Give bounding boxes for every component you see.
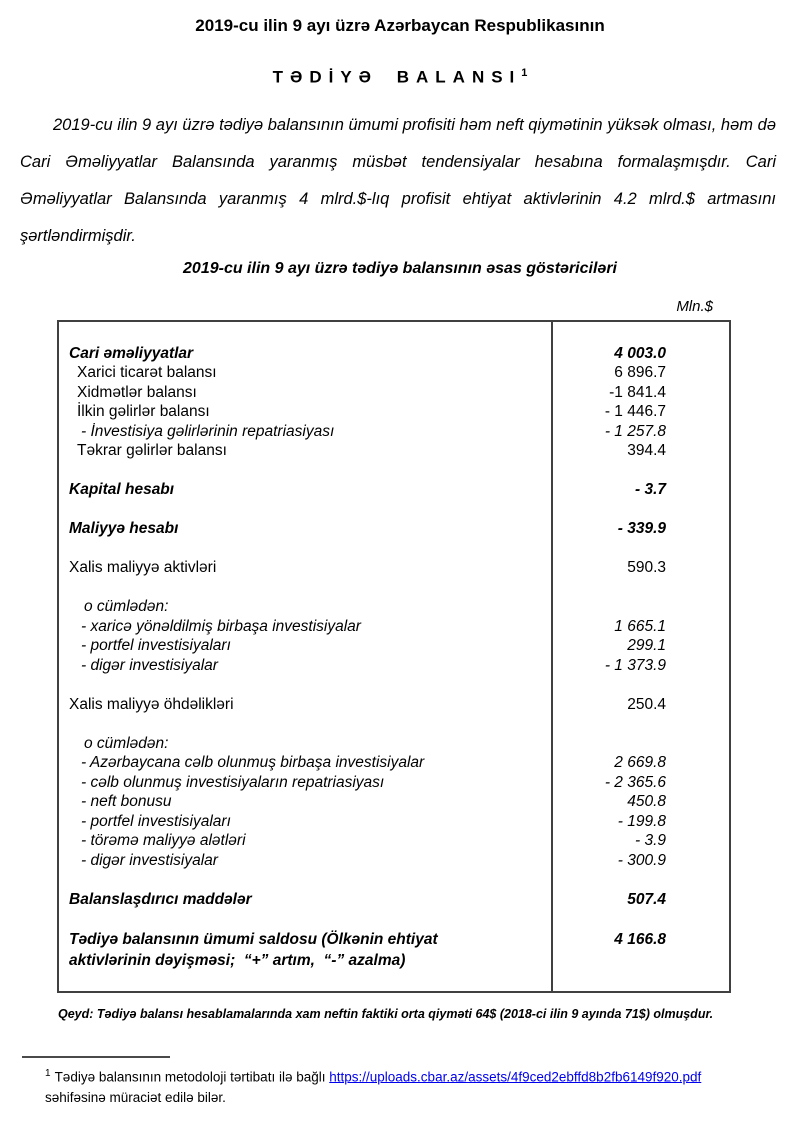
- row-value: 507.4: [627, 890, 666, 908]
- row-label: Xalis maliyyə öhdəlikləri: [69, 695, 234, 713]
- table-row: [59, 812, 729, 832]
- row-label: Xidmətlər balansı: [77, 383, 197, 401]
- row-value: - 3.9: [634, 832, 666, 850]
- table-spacer-row: [59, 578, 729, 598]
- footnote-text-after-link: səhifəsinə müraciət edilə bilər.: [45, 1090, 226, 1106]
- table-row: [59, 441, 729, 461]
- row-label: İlkin gəlirlər balansı: [77, 403, 210, 421]
- table-row: [59, 636, 729, 656]
- document-title-line1: 2019-cu ilin 9 ayı üzrə Azərbaycan Respublikasının: [195, 16, 605, 35]
- title-main-text: TƏDİYƏ BALANSI: [272, 67, 522, 87]
- table-spacer-row: [59, 539, 729, 559]
- document-title-line2: [0, 63, 800, 88]
- row-label: - Azərbaycana cəlb olunmuş birbaşa investisiyalar: [81, 754, 425, 772]
- row-label: - cəlb olunmuş investisiyaların repatriasiyası: [81, 773, 385, 791]
- table-row: [59, 753, 729, 773]
- table-row: [59, 656, 729, 676]
- row-label: - digər investisiyalar: [81, 656, 218, 674]
- table-row: [59, 422, 729, 442]
- unit-label: Mln.$: [676, 297, 713, 315]
- row-value: 450.8: [627, 793, 666, 811]
- row-label: Xalis maliyyə aktivləri: [69, 559, 217, 577]
- table-row: [59, 480, 729, 500]
- table-spacer-row: [59, 461, 729, 481]
- row-label: o cümlədən:: [84, 598, 169, 616]
- row-value: -1 841.4: [609, 383, 666, 401]
- table-row: [59, 519, 729, 539]
- table-spacer-row: [59, 870, 729, 890]
- row-value: 299.1: [627, 637, 666, 655]
- row-value: 394.4: [627, 442, 666, 460]
- table-column-divider: [551, 322, 553, 991]
- row-value: - 3.7: [634, 481, 666, 499]
- row-label: - neft bonusu: [81, 793, 172, 811]
- row-value: 4 166.8: [614, 930, 666, 948]
- row-label: Balanslaşdırıcı maddələr: [69, 890, 252, 908]
- footnote-separator-line: [22, 1056, 170, 1058]
- footnote-link[interactable]: https://uploads.cbar.az/assets/4f9ced2ebffd8b2fb6149f920.pdf: [329, 1069, 702, 1085]
- row-value: 590.3: [627, 559, 666, 577]
- row-label: Cari əməliyyatlar: [69, 344, 194, 362]
- footnote-text-before-link: Tədiyə balansının metodoloji tərtibatı ilə bağlı: [54, 1069, 326, 1085]
- footnote: [45, 1063, 765, 1109]
- row-label: o cümlədən:: [84, 734, 169, 752]
- table-row: [59, 402, 729, 422]
- table-row: [59, 831, 729, 851]
- document-page: [0, 15, 800, 1131]
- row-label: Tədiyə balansının ümumi saldosu (Ölkənin ehtiyat aktivlərinin dəyişməsi; “+” artım, “-” azalma): [69, 930, 438, 970]
- table-row: [59, 734, 729, 754]
- table-row: [59, 890, 729, 910]
- row-value: - 1 373.9: [604, 656, 666, 674]
- row-value: - 339.9: [617, 520, 666, 538]
- footnote-marker: 1: [45, 1067, 51, 1079]
- row-value: - 199.8: [617, 812, 666, 830]
- table-spacer-row: [59, 714, 729, 734]
- row-value: 6 896.7: [614, 364, 666, 382]
- row-label: - digər investisiyalar: [81, 851, 218, 869]
- note-text: Qeyd: Tədiyə balansı hesablamalarında xam neftin faktiki orta qiyməti 64$ (2018-ci ilin 9 ayında 71$) olmuşdur.: [58, 1006, 714, 1021]
- row-label: - portfel investisiyaları: [81, 637, 231, 655]
- row-value: - 300.9: [617, 851, 666, 869]
- title-footnote-marker: 1: [521, 67, 528, 79]
- table-row: [59, 558, 729, 578]
- table-row: [59, 773, 729, 793]
- balance-table-body: [59, 344, 729, 972]
- row-label: - İnvestisiya gəlirlərinin repatriasiyası: [81, 422, 335, 440]
- row-label: - xaricə yönəldilmiş birbaşa investisiyalar: [81, 617, 361, 635]
- row-label: Təkrar gəlirlər balansı: [77, 442, 227, 460]
- row-value: 2 669.8: [614, 754, 666, 772]
- row-value: 250.4: [627, 695, 666, 713]
- table-row: [59, 617, 729, 637]
- row-label: - törəmə maliyyə alətləri: [81, 832, 246, 850]
- table-row: [59, 695, 729, 715]
- row-label: Kapital hesabı: [69, 481, 175, 499]
- balance-table: [57, 320, 731, 993]
- row-label: Xarici ticarət balansı: [77, 364, 217, 382]
- row-value: - 1 257.8: [604, 422, 666, 440]
- row-value: 1 665.1: [614, 617, 666, 635]
- intro-paragraph: 2019-cu ilin 9 ayı üzrə tədiyə balansının ümumi profisiti həm neft qiymətinin yüksək olması, həm də Cari Əməliyyatlar Balansında yaranmış müsbət tendensiyalar hesabına formalaşmışdır. Cari Əməliyyatlar Balansında yaranmış 4 mlrd.$-lıq profisit ehtiyat aktivlərinin 4.2 mlrd.$ artmasını şərtləndirmişdir.: [20, 115, 776, 245]
- row-value: - 1 446.7: [604, 403, 666, 421]
- table-spacer-row: [59, 675, 729, 695]
- table-title: 2019-cu ilin 9 ayı üzrə tədiyə balansının əsas göstəriciləri: [183, 259, 617, 277]
- row-value: - 2 365.6: [604, 773, 666, 791]
- row-value: 4 003.0: [614, 344, 666, 362]
- table-spacer-row: [59, 909, 729, 929]
- table-row: [59, 929, 729, 972]
- table-row: [59, 363, 729, 383]
- table-row: [59, 851, 729, 871]
- row-label: Maliyyə hesabı: [69, 520, 179, 538]
- table-row: [59, 383, 729, 403]
- table-row: [59, 597, 729, 617]
- table-row: [59, 792, 729, 812]
- table-spacer-row: [59, 500, 729, 520]
- table-row: [59, 344, 729, 364]
- row-label: - portfel investisiyaları: [81, 812, 231, 830]
